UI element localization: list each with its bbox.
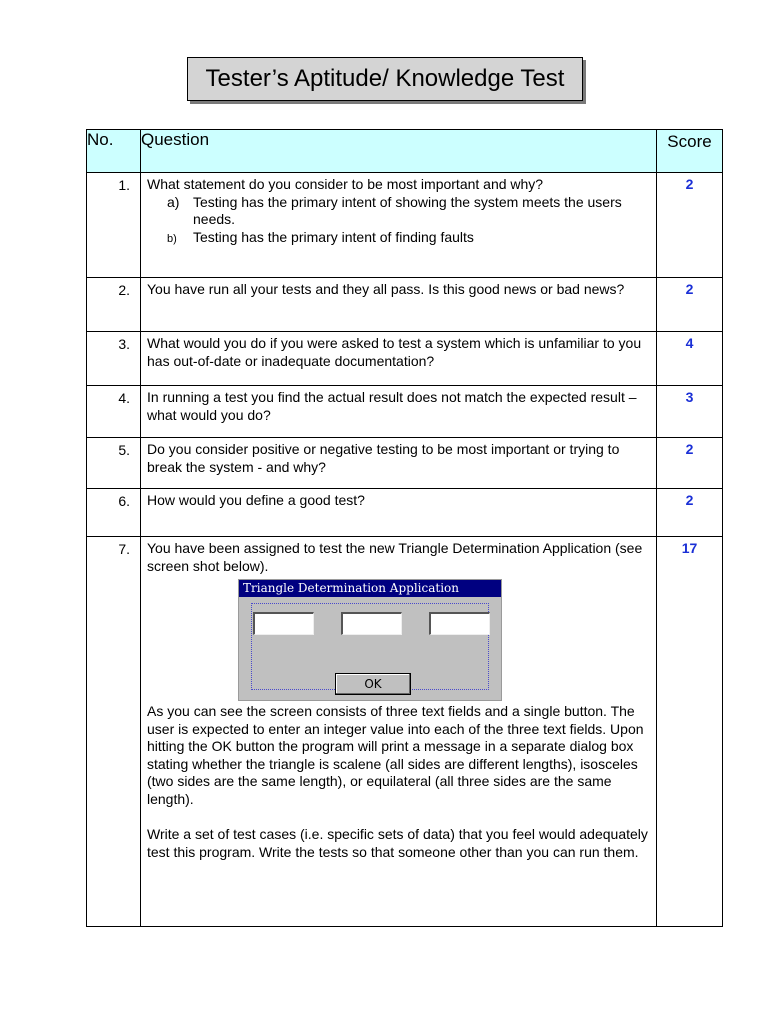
side-c-text-field: [429, 612, 490, 635]
question-text: How would you define a good test?: [141, 489, 657, 537]
option-text: Testing has the primary intent of showing the system meets the users needs.: [193, 193, 622, 227]
triangle-dialog: [238, 579, 502, 701]
option-b: [167, 229, 650, 249]
table-row: [87, 537, 723, 927]
question-cell: [141, 173, 657, 278]
question-number: 6.: [87, 489, 141, 537]
instruction-paragraph: Write a set of test cases (i.e. specific sets of data) that you feel would adequately test this program. Write the tests so that someone other than you can run them.: [147, 826, 648, 860]
description-paragraph: As you can see the screen consists of three text fields and a single button. The user is expected to enter an integer value into each of the three text fields. Upon hitting the OK button the program will print a message in a separate dialog box stating whether the triangle is scalene (all sides are different lengths), isosceles (two sides are the same length), or equilateral (all three sides are the same length).: [147, 703, 644, 807]
table-row: [87, 278, 723, 332]
question-table: [86, 129, 723, 927]
question-score: 2: [657, 278, 723, 332]
question-text: You have been assigned to test the new Triangle Determination Application (see screen shot below).: [147, 540, 643, 574]
question-text: What statement do you consider to be most important and why?: [147, 176, 544, 192]
question-number: 1.: [87, 173, 141, 278]
question-number: 3.: [87, 332, 141, 386]
question-score: 2: [657, 489, 723, 537]
table-row: [87, 438, 723, 489]
table-row: [87, 489, 723, 537]
header-question: Question: [141, 130, 657, 173]
question-score: 2: [657, 173, 723, 278]
question-number: 5.: [87, 438, 141, 489]
table-row: [87, 173, 723, 278]
table-row: [87, 332, 723, 386]
table-row: [87, 386, 723, 438]
question-cell: [141, 537, 657, 927]
page-title: Tester’s Aptitude/ Knowledge Test: [187, 57, 583, 101]
side-b-text-field: [341, 612, 402, 635]
table-header-row: [87, 130, 723, 173]
question-number: 7.: [87, 537, 141, 927]
option-marker: a): [167, 193, 180, 210]
header-score: Score: [657, 130, 723, 173]
option-text: Testing has the primary intent of finding faults: [193, 228, 474, 245]
dialog-title: Triangle Determination Application: [239, 580, 501, 597]
question-score: 2: [657, 438, 723, 489]
question-number: 2.: [87, 278, 141, 332]
screenshot-figure: [147, 575, 647, 703]
question-score: 17: [657, 537, 723, 927]
question-text: Do you consider positive or negative testing to be most important or trying to break the system - and why?: [141, 438, 657, 489]
question-text: You have run all your tests and they all pass. Is this good news or bad news?: [141, 278, 657, 332]
question-number: 4.: [87, 386, 141, 438]
side-a-text-field: [253, 612, 314, 635]
ok-button: OK: [335, 673, 411, 695]
question-score: 4: [657, 332, 723, 386]
header-no: No.: [87, 130, 141, 173]
question-text: In running a test you find the actual result does not match the expected result – what would you do?: [141, 386, 657, 438]
question-score: 3: [657, 386, 723, 438]
option-marker: b): [167, 232, 177, 245]
option-a: [167, 194, 650, 229]
question-text: What would you do if you were asked to test a system which is unfamiliar to you has out-of-date or inadequate documentation?: [141, 332, 657, 386]
